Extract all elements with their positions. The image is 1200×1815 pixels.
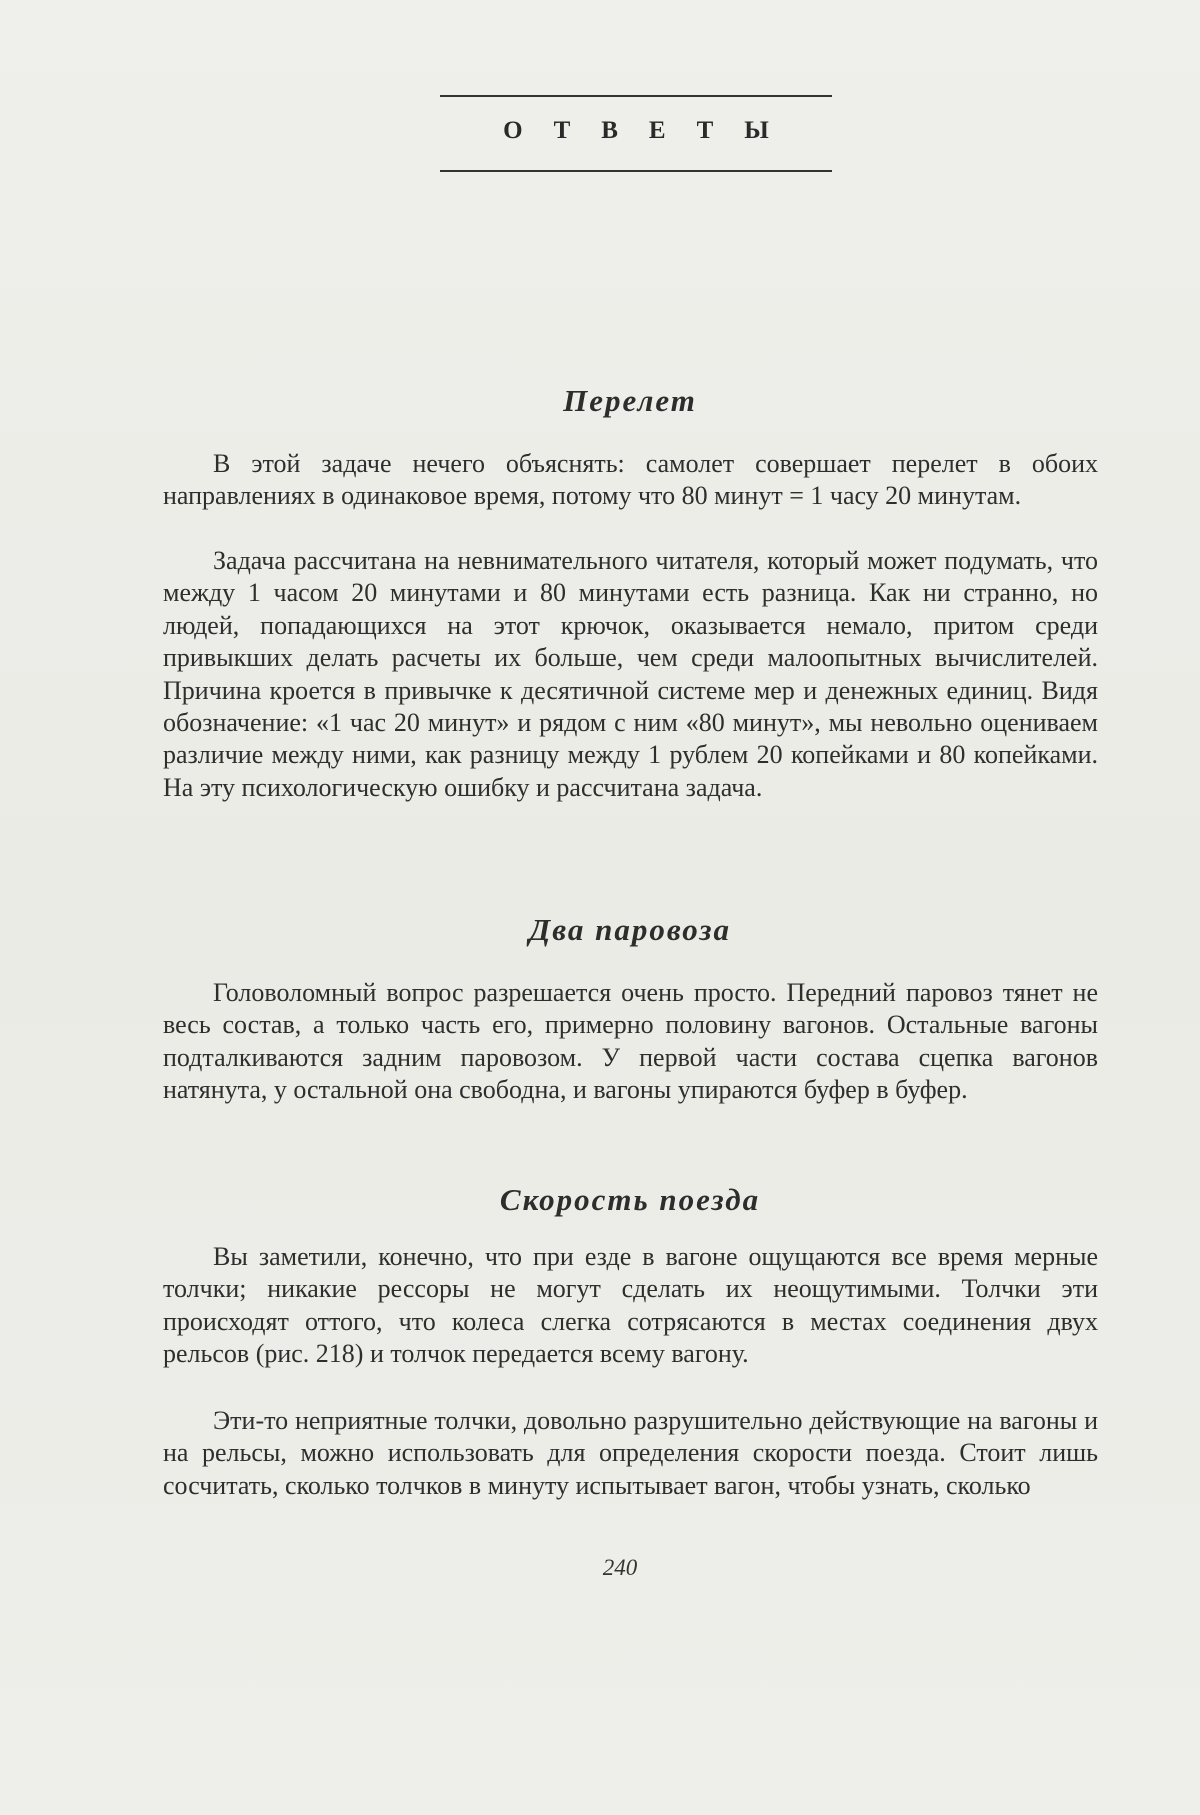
section-heading-perelet: Перелет (0, 383, 1200, 419)
page-title: ОТВЕТЫ (440, 117, 832, 145)
section-heading-skorost-poezda: Скорость поезда (0, 1182, 1200, 1218)
page-header (440, 95, 832, 175)
section-heading-dva-parovoza: Два паровоза (0, 912, 1200, 948)
paragraph: Головоломный вопрос разрешается очень просто. Передний паровоз тянет не весь состав, а только часть его, примерно половину вагонов. Остальные вагоны подталкиваются задним паровозом. У первой части состава сцепка вагонов натянута, у остальной она свободна, и вагоны упираются буфер в буфер. (163, 977, 1098, 1107)
page-number: 240 (0, 1555, 1200, 1581)
paragraph: Вы заметили, конечно, что при езде в вагоне ощущаются все время мерные толчки; никакие рессоры не могут сделать их неощутимыми. Толчки эти происходят оттого, что колеса слегка сотрясаются в местах соединения двух рельсов (рис. 218) и толчок передается всему вагону. (163, 1241, 1098, 1371)
paragraph: В этой задаче нечего объяснять: самолет совершает перелет в обоих направлениях в одинаковое время, потому что 80 минут = 1 часу 20 минутам. (163, 448, 1098, 513)
book-page (0, 0, 1200, 1815)
header-top-rule (440, 95, 832, 97)
paragraph: Эти-то неприятные толчки, довольно разрушительно действующие на вагоны и на рельсы, можно использовать для определения скорости поезда. Стоит лишь сосчитать, сколько толчков в минуту испытывает вагон, чтобы узнать, сколько (163, 1405, 1098, 1502)
paragraph: Задача рассчитана на невнимательного читателя, который может подумать, что между 1 часом 20 минутами и 80 минутами есть разница. Как ни странно, но людей, попадающихся на этот крючок, оказывается немало, притом среди привыкших делать расчеты их больше, чем среди малоопытных вычислителей. Причина кроется в привычке к десятичной системе мер и денежных единиц. Видя обозначение: «1 час 20 минут» и рядом с ним «80 минут», мы невольно оцениваем различие между ними, как разницу между 1 рублем 20 копейками и 80 копейками. На эту психологическую ошибку и рассчитана задача. (163, 545, 1098, 804)
header-bottom-rule (440, 170, 832, 172)
